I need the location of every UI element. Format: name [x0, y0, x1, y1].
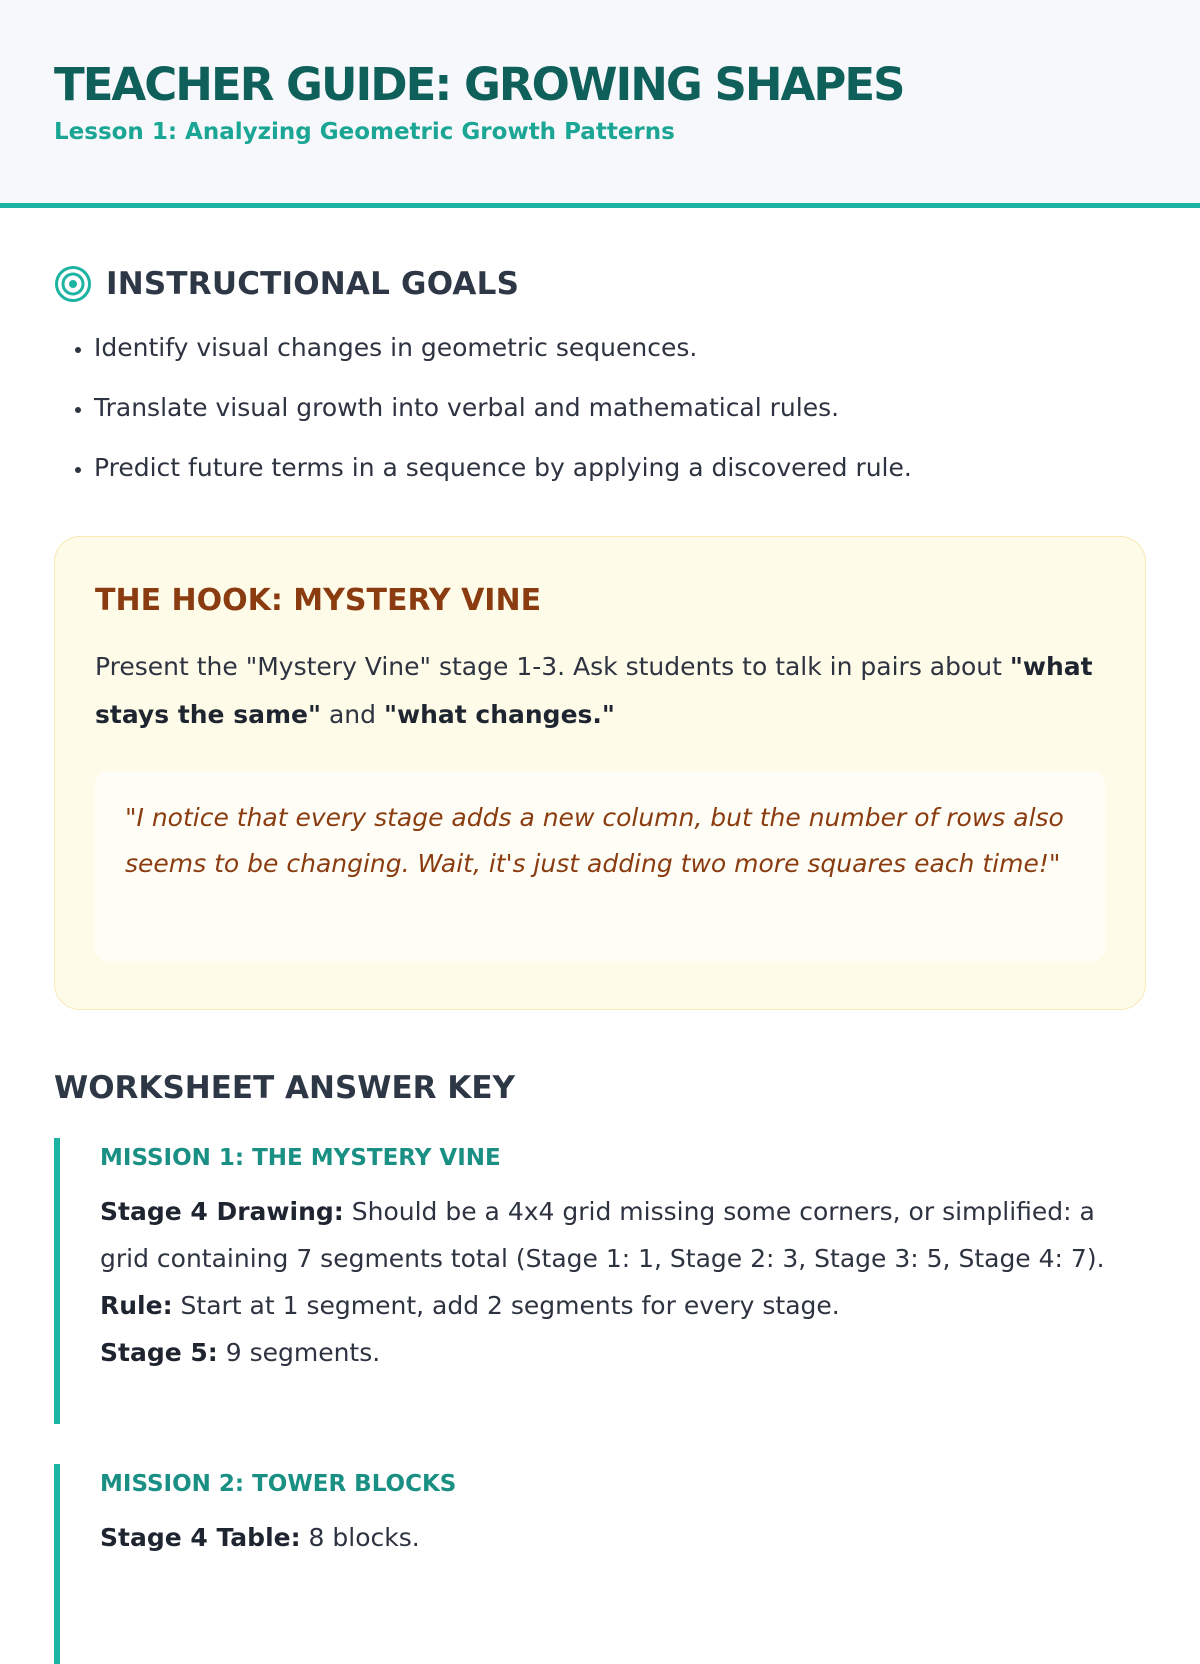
hook-card	[54, 536, 1146, 1010]
page-header	[0, 0, 1200, 208]
mission-1-line	[100, 1282, 1146, 1329]
page-title: TEACHER GUIDE: GROWING SHAPES	[54, 58, 904, 111]
goal-item: • Identify visual changes in geometric sequences.	[94, 330, 1146, 366]
hook-bold-changes: "what changes."	[383, 700, 615, 729]
goals-heading: INSTRUCTIONAL GOALS	[106, 266, 520, 302]
hook-text	[95, 643, 1105, 739]
hook-title: THE HOOK: MYSTERY VINE	[95, 583, 542, 618]
goals-heading-row	[54, 264, 1146, 304]
mission-1-line	[100, 1188, 1146, 1282]
answer-key-heading: WORKSHEET ANSWER KEY	[54, 1070, 515, 1106]
target-icon	[54, 265, 92, 303]
mission-1-text: Start at 1 segment, add 2 segments for every stage.	[172, 1291, 840, 1320]
mission-2-label: Stage 4 Table:	[100, 1523, 301, 1552]
goal-item: • Translate visual growth into verbal and mathematical rules.	[94, 390, 1146, 426]
goals-list	[54, 330, 1146, 486]
hook-bold-same: "what stays the same"	[95, 652, 1093, 729]
mission-1-line	[100, 1329, 1146, 1376]
mission-1-label: Stage 5:	[100, 1338, 218, 1367]
mission-1-title: MISSION 1: THE MYSTERY VINE	[100, 1145, 501, 1171]
hook-text-and: and	[321, 700, 384, 729]
hook-text-intro: Present the "Mystery Vine" stage 1-3. Ask students to talk in pairs about	[95, 652, 1010, 681]
mission-1-label: Stage 4 Drawing:	[100, 1197, 344, 1226]
mission-2-section	[54, 1464, 1146, 1664]
goal-item: • Predict future terms in a sequence by applying a discovered rule.	[94, 450, 1146, 486]
mission-2-line	[100, 1514, 1146, 1561]
mission-1-text: 9 segments.	[217, 1338, 381, 1367]
mission-1-section	[54, 1138, 1146, 1424]
mission-1-text: Should be a 4x4 grid missing some corners, or simplified: a grid containing 7 segments total (Stage 1: 1, Stage 2: 3, Stage 3: 5, Stage 4: 7).	[100, 1197, 1105, 1273]
student-quote: "I notice that every stage adds a new column, but the number of rows also seems to be changing. Wait, it's just adding two more squares each time!"	[95, 771, 1105, 961]
mission-1-label: Rule:	[100, 1291, 173, 1320]
main-content	[0, 264, 1200, 1664]
mission-2-title: MISSION 2: TOWER BLOCKS	[100, 1471, 457, 1497]
page-subtitle: Lesson 1: Analyzing Geometric Growth Patterns	[54, 119, 675, 145]
mission-2-text: 8 blocks.	[300, 1523, 420, 1552]
